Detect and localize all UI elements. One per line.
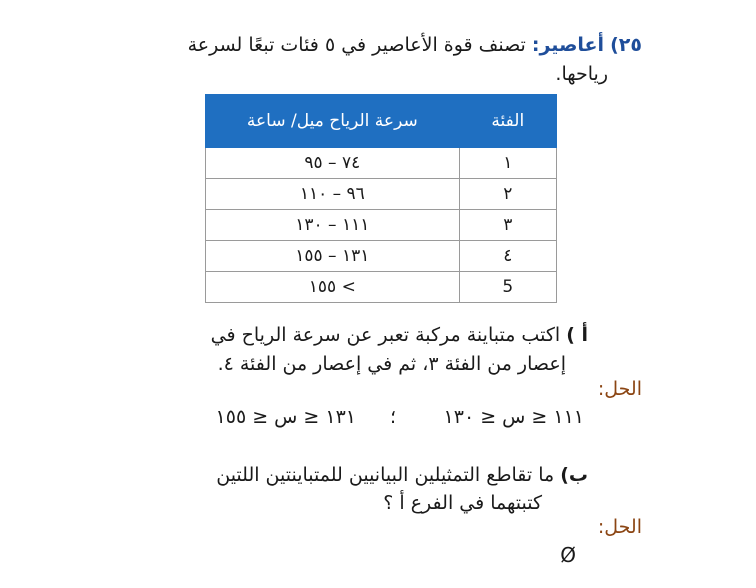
part-b-line-1 xyxy=(216,461,588,489)
part-b-line-2: كتبتهما في الفرع أ ؟ xyxy=(383,492,542,514)
part-a-inequality-2: ١٣١ ≤ س ≤ ١٥٥ xyxy=(215,406,356,428)
question-text-1: تصنف قوة الأعاصير في ٥ فئات تبعًا لسرعة xyxy=(187,34,526,56)
table-row xyxy=(206,148,557,179)
part-a-line-1 xyxy=(211,321,588,349)
cell-speed: > ١٥٥ xyxy=(206,272,460,303)
cell-category: ٢ xyxy=(459,179,556,210)
cell-category: ٤ xyxy=(459,241,556,272)
part-a-line-2: إعصار من الفئة ٣، ثم في إعصار من الفئة ٤. xyxy=(217,353,566,375)
table-row xyxy=(206,179,557,210)
part-a-inequality-1: ١١١ ≤ س ≤ ١٣٠ xyxy=(443,406,584,428)
cell-speed: ٧٤ – ٩٥ xyxy=(206,148,460,179)
part-b-label: ب) xyxy=(560,464,588,486)
table-row xyxy=(206,272,557,303)
header-category: الفئة xyxy=(459,95,556,148)
part-b-text-1: ما تقاطع التمثيلين البيانيين للمتباينتين اللتين xyxy=(216,464,555,486)
cell-category: ٣ xyxy=(459,210,556,241)
part-a-text-1: اكتب متباينة مركبة تعبر عن سرعة الرياح في xyxy=(210,324,561,346)
part-a-separator: ؛ xyxy=(389,406,396,428)
part-b-solution-label: الحل: xyxy=(597,516,642,538)
table-row xyxy=(206,210,557,241)
part-a-solution-label: الحل: xyxy=(597,378,642,400)
part-b-answer-empty-set: Ø xyxy=(560,543,576,567)
hurricane-category-table xyxy=(205,94,557,303)
question-keyword: أعاصير: xyxy=(531,34,605,56)
table-header-row xyxy=(206,95,557,148)
question-number: ٢٥) xyxy=(610,34,642,56)
cell-speed: ١١١ – ١٣٠ xyxy=(206,210,460,241)
cell-speed: ١٣١ – ١٥٥ xyxy=(206,241,460,272)
part-a-label: أ ) xyxy=(566,324,588,346)
question-line-2: رياحها. xyxy=(555,63,608,85)
header-speed: سرعة الرياح ميل/ ساعة xyxy=(206,95,460,148)
table-row xyxy=(206,241,557,272)
cell-category: 5 xyxy=(459,272,556,303)
cell-category: ١ xyxy=(459,148,556,179)
question-line-1 xyxy=(188,31,642,59)
cell-speed: ٩٦ – ١١٠ xyxy=(206,179,460,210)
